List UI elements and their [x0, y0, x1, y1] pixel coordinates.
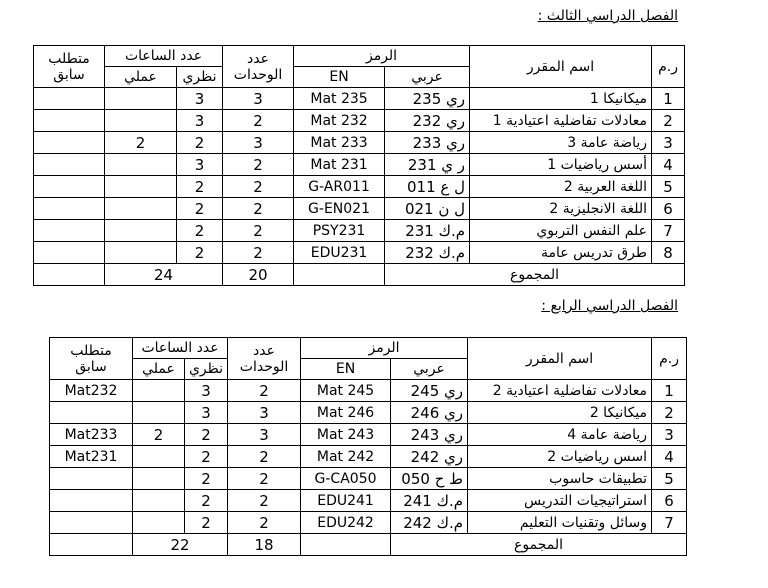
practical-hours — [133, 490, 185, 512]
code-en: Mat 242 — [301, 446, 391, 468]
prerequisite — [50, 402, 133, 424]
code-en: G-AR011 — [294, 176, 385, 198]
header-prereq-line1: متطلب — [48, 50, 90, 67]
code-arabic: ر ي 231 — [385, 154, 470, 176]
row-number: 8 — [652, 242, 685, 264]
header-theory: نظري — [177, 67, 223, 88]
course-name: أسس رياضيات 1 — [470, 154, 652, 176]
theory-hours: 2 — [177, 132, 223, 154]
header-units-line2: الوحدات — [239, 358, 289, 375]
table-row — [50, 490, 687, 512]
header-prereq-line2: سابق — [75, 358, 107, 375]
header-practical: عملي — [105, 67, 177, 88]
course-name: رياضة عامة 4 — [468, 424, 652, 446]
prerequisite: Mat231 — [50, 446, 133, 468]
row-number: 7 — [652, 220, 685, 242]
code-arabic: ري 245 — [391, 380, 468, 402]
prerequisite: Mat232 — [50, 380, 133, 402]
code-arabic: ري 232 — [385, 110, 470, 132]
practical-hours — [133, 512, 185, 534]
prerequisite — [34, 154, 105, 176]
course-name: اسس رياضيات 2 — [468, 446, 652, 468]
practical-hours: 2 — [133, 424, 185, 446]
table-row — [34, 198, 685, 220]
table-row — [50, 468, 687, 490]
theory-hours: 2 — [185, 490, 228, 512]
total-units: 20 — [223, 264, 294, 286]
code-en: Mat 233 — [294, 132, 385, 154]
theory-hours: 2 — [177, 242, 223, 264]
code-arabic: ري 233 — [385, 132, 470, 154]
prerequisite — [34, 88, 105, 110]
prerequisite — [34, 176, 105, 198]
prerequisite — [50, 512, 133, 534]
code-arabic: م.ك 242 — [391, 512, 468, 534]
practical-hours — [105, 220, 177, 242]
total-prereq-empty — [50, 534, 133, 556]
prerequisite — [34, 132, 105, 154]
prerequisite: Mat233 — [50, 424, 133, 446]
row-number: 2 — [652, 110, 685, 132]
row-number: 2 — [652, 402, 687, 424]
code-en: Mat 246 — [301, 402, 391, 424]
units-value: 2 — [228, 380, 301, 402]
units-value: 2 — [228, 490, 301, 512]
header-units-line2: الوحدات — [233, 66, 283, 83]
course-name: طرق تدريس عامة — [470, 242, 652, 264]
header-units — [223, 46, 294, 88]
prerequisite — [34, 220, 105, 242]
theory-hours: 3 — [185, 402, 228, 424]
header-units-line1: عدد — [253, 342, 275, 359]
units-value: 2 — [223, 198, 294, 220]
header-prereq-line1: متطلب — [70, 342, 112, 359]
practical-hours — [133, 380, 185, 402]
course-name: ميكانيكا 2 — [468, 402, 652, 424]
prerequisite — [34, 198, 105, 220]
code-arabic: ل ع 011 — [385, 176, 470, 198]
prerequisite — [50, 468, 133, 490]
code-arabic: م.ك 241 — [391, 490, 468, 512]
units-value: 2 — [228, 512, 301, 534]
semester3-heading: الفصل الدراسي الثالث : — [537, 8, 678, 24]
code-arabic: ري 243 — [391, 424, 468, 446]
table-row — [34, 154, 685, 176]
course-name: اللغة العربية 2 — [470, 176, 652, 198]
code-arabic: ري 242 — [391, 446, 468, 468]
code-en: PSY231 — [294, 220, 385, 242]
table-row — [34, 242, 685, 264]
theory-hours: 2 — [177, 220, 223, 242]
total-hours: 22 — [133, 534, 228, 556]
header-hours: عدد الساعات — [105, 46, 223, 67]
row-number: 6 — [652, 490, 687, 512]
table-row — [50, 446, 687, 468]
code-en: EDU242 — [301, 512, 391, 534]
header-units-line1: عدد — [247, 50, 269, 67]
total-row — [34, 264, 685, 286]
theory-hours: 2 — [177, 176, 223, 198]
units-value: 2 — [223, 176, 294, 198]
table-row — [34, 176, 685, 198]
practical-hours: 2 — [105, 132, 177, 154]
header-rn: ر.م — [652, 46, 685, 88]
units-value: 2 — [228, 446, 301, 468]
code-en: EDU241 — [301, 490, 391, 512]
theory-hours: 2 — [185, 446, 228, 468]
code-arabic: ري 246 — [391, 402, 468, 424]
theory-hours: 2 — [185, 468, 228, 490]
course-name: معادلات تفاضلية اعتيادية 1 — [470, 110, 652, 132]
theory-hours: 2 — [185, 424, 228, 446]
practical-hours — [105, 154, 177, 176]
units-value: 2 — [223, 220, 294, 242]
code-arabic: ط ح 050 — [391, 468, 468, 490]
units-value: 2 — [223, 154, 294, 176]
units-value: 2 — [228, 468, 301, 490]
prerequisite — [34, 242, 105, 264]
row-number: 6 — [652, 198, 685, 220]
row-number: 4 — [652, 446, 687, 468]
course-name: ميكانيكا 1 — [470, 88, 652, 110]
table-row — [50, 424, 687, 446]
units-value: 2 — [223, 110, 294, 132]
practical-hours — [105, 88, 177, 110]
row-number: 3 — [652, 424, 687, 446]
header-prereq-line2: سابق — [53, 66, 85, 83]
course-name: رياضة عامة 3 — [470, 132, 652, 154]
total-hours: 24 — [105, 264, 223, 286]
units-value: 3 — [228, 402, 301, 424]
code-en: Mat 231 — [294, 154, 385, 176]
code-en: G-CA050 — [301, 468, 391, 490]
course-name: اللغة الانجليزية 2 — [470, 198, 652, 220]
table-row — [34, 220, 685, 242]
code-en: Mat 245 — [301, 380, 391, 402]
code-en: Mat 243 — [301, 424, 391, 446]
theory-hours: 3 — [177, 154, 223, 176]
header-theory: نظري — [185, 359, 228, 380]
course-name: تطبيقات حاسوب — [468, 468, 652, 490]
code-arabic: ل ن 021 — [385, 198, 470, 220]
code-arabic: م.ك 232 — [385, 242, 470, 264]
header-course: اسم المقرر — [468, 338, 652, 380]
theory-hours: 3 — [177, 110, 223, 132]
header-row-1 — [34, 46, 685, 67]
units-value: 3 — [223, 132, 294, 154]
practical-hours — [133, 468, 185, 490]
total-empty — [294, 264, 385, 286]
table-row — [50, 512, 687, 534]
header-course: اسم المقرر — [470, 46, 652, 88]
course-name: وسائل وتقنيات التعليم — [468, 512, 652, 534]
prerequisite — [34, 110, 105, 132]
semester4-table — [49, 337, 687, 556]
code-en: EDU231 — [294, 242, 385, 264]
course-name: استراتيجيات التدريس — [468, 490, 652, 512]
practical-hours — [105, 242, 177, 264]
practical-hours — [133, 402, 185, 424]
header-arabic: عربي — [385, 67, 470, 88]
row-number: 5 — [652, 176, 685, 198]
practical-hours — [133, 446, 185, 468]
total-empty — [301, 534, 391, 556]
total-units: 18 — [228, 534, 301, 556]
table-row — [50, 402, 687, 424]
header-rn: ر.م — [652, 338, 687, 380]
theory-hours: 2 — [185, 512, 228, 534]
row-number: 5 — [652, 468, 687, 490]
course-name: معادلات تفاضلية اعتيادية 2 — [468, 380, 652, 402]
prerequisite — [50, 490, 133, 512]
row-number: 7 — [652, 512, 687, 534]
table-row — [34, 110, 685, 132]
code-en: Mat 232 — [294, 110, 385, 132]
semester3-table — [33, 45, 685, 286]
header-practical: عملي — [133, 359, 185, 380]
practical-hours — [105, 176, 177, 198]
units-value: 2 — [223, 242, 294, 264]
header-code: الرمز — [301, 338, 468, 359]
header-en: EN — [301, 359, 391, 380]
practical-hours — [105, 198, 177, 220]
header-row-1 — [50, 338, 687, 359]
row-number: 1 — [652, 380, 687, 402]
table-row — [34, 88, 685, 110]
row-number: 1 — [652, 88, 685, 110]
total-label: المجموع — [385, 264, 685, 286]
table-row — [50, 380, 687, 402]
header-hours: عدد الساعات — [133, 338, 228, 359]
header-units — [228, 338, 301, 380]
code-arabic: ري 235 — [385, 88, 470, 110]
theory-hours: 2 — [177, 198, 223, 220]
header-prereq — [34, 46, 105, 88]
total-row — [50, 534, 687, 556]
theory-hours: 3 — [177, 88, 223, 110]
total-prereq-empty — [34, 264, 105, 286]
theory-hours: 3 — [185, 380, 228, 402]
code-en: Mat 235 — [294, 88, 385, 110]
header-prereq — [50, 338, 133, 380]
total-label: المجموع — [391, 534, 687, 556]
row-number: 3 — [652, 132, 685, 154]
course-name: علم النفس التربوي — [470, 220, 652, 242]
header-en: EN — [294, 67, 385, 88]
row-number: 4 — [652, 154, 685, 176]
code-en: G-EN021 — [294, 198, 385, 220]
units-value: 3 — [228, 424, 301, 446]
table-row — [34, 132, 685, 154]
header-code: الرمز — [294, 46, 470, 67]
practical-hours — [105, 110, 177, 132]
code-arabic: م.ك 231 — [385, 220, 470, 242]
semester4-heading: الفصل الدراسي الرابع : — [541, 298, 678, 314]
units-value: 3 — [223, 88, 294, 110]
header-arabic: عربي — [391, 359, 468, 380]
